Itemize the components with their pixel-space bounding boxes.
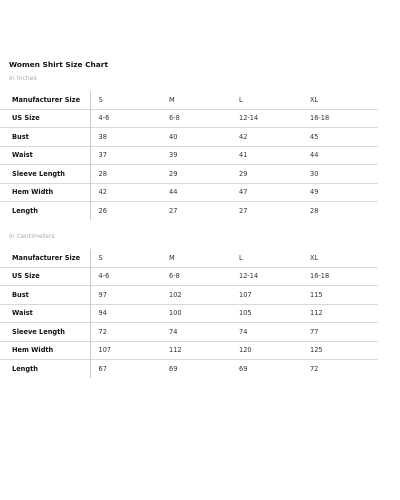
table-cell: M: [161, 91, 231, 109]
table-cell: 69: [169, 364, 178, 373]
row-header: Sleeve Length: [0, 323, 90, 342]
row-header: Length: [0, 360, 90, 378]
table-cell: 125: [302, 341, 378, 360]
table-cell: 105: [231, 304, 302, 323]
table-row-bust: [0, 286, 378, 305]
table-row-hem-width: [0, 183, 378, 202]
table-row-manufacturer-size: [0, 91, 378, 109]
table-cell: 26: [98, 206, 107, 215]
table-cell: 115: [302, 286, 378, 305]
table-cell: 39: [161, 146, 231, 165]
table-cell: 120: [231, 341, 302, 360]
table-cell: 4-6: [90, 267, 161, 286]
table-cell: 30: [302, 165, 378, 184]
table-cell: 107: [231, 286, 302, 305]
table-row-bust: [0, 128, 378, 147]
section-label-inches: In Inches: [9, 75, 37, 82]
table-cell: XL: [302, 91, 378, 109]
table-cell: L: [231, 249, 302, 267]
size-table-centimeters: [0, 249, 378, 378]
table-cell: 102: [161, 286, 231, 305]
table-cell: 27: [169, 206, 178, 215]
table-cell: 38: [90, 128, 161, 147]
table-cell: 44: [161, 183, 231, 202]
row-header: Manufacturer Size: [0, 249, 90, 267]
row-header: Bust: [0, 128, 90, 147]
table-cell: 72: [90, 323, 161, 342]
table-cell: 44: [302, 146, 378, 165]
row-header: Bust: [0, 286, 90, 305]
size-table-inches: [0, 91, 378, 220]
table-row-manufacturer-size: [0, 249, 378, 267]
row-header: Length: [0, 202, 90, 220]
table-cell: 112: [302, 304, 378, 323]
table-cell: 74: [161, 323, 231, 342]
table-cell: M: [161, 249, 231, 267]
table-cell: 12-14: [231, 267, 302, 286]
section-label-centimeters: In Centimeters: [9, 233, 55, 240]
row-header: Hem Width: [0, 341, 90, 360]
table-cell: 28: [90, 165, 161, 184]
page-title: Women Shirt Size Chart: [9, 60, 108, 69]
table-row-us-size: [0, 267, 378, 286]
table-cell: 69: [239, 364, 248, 373]
table-row-sleeve-length: [0, 165, 378, 184]
table-cell: 47: [231, 183, 302, 202]
table-cell: 37: [90, 146, 161, 165]
table-cell: 67: [98, 364, 107, 373]
table-row-waist: [0, 304, 378, 323]
table-row-hem-width: [0, 341, 378, 360]
row-header: Hem Width: [0, 183, 90, 202]
table-cell: 107: [90, 341, 161, 360]
table-cell: 97: [90, 286, 161, 305]
row-header: Waist: [0, 146, 90, 165]
table-cell: 6-8: [161, 267, 231, 286]
table-cell: 45: [302, 128, 378, 147]
table-cell: 29: [161, 165, 231, 184]
table-row-length: [0, 202, 378, 220]
table-cell: 74: [231, 323, 302, 342]
row-header: US Size: [0, 267, 90, 286]
table-cell: 42: [231, 128, 302, 147]
table-cell: 72: [310, 364, 319, 373]
table-row-us-size: [0, 109, 378, 128]
table-cell: 4-6: [90, 109, 161, 128]
row-header: Sleeve Length: [0, 165, 90, 184]
table-row-length: [0, 360, 378, 378]
table-cell: 112: [161, 341, 231, 360]
table-cell: 77: [302, 323, 378, 342]
table-cell: 16-18: [302, 109, 378, 128]
table-cell: 16-18: [302, 267, 378, 286]
table-cell: 49: [302, 183, 378, 202]
table-cell: 41: [231, 146, 302, 165]
row-header: Manufacturer Size: [0, 91, 90, 109]
table-row-sleeve-length: [0, 323, 378, 342]
table-cell: 29: [231, 165, 302, 184]
table-cell: 27: [239, 206, 248, 215]
table-cell: S: [90, 249, 161, 267]
row-header: US Size: [0, 109, 90, 128]
table-cell: 28: [310, 206, 319, 215]
table-cell: 6-8: [161, 109, 231, 128]
table-cell: 94: [90, 304, 161, 323]
table-cell: XL: [302, 249, 378, 267]
row-header: Waist: [0, 304, 90, 323]
table-cell: 42: [90, 183, 161, 202]
table-cell: 100: [161, 304, 231, 323]
table-row-waist: [0, 146, 378, 165]
table-cell: 12-14: [231, 109, 302, 128]
table-cell: 40: [161, 128, 231, 147]
table-cell: S: [90, 91, 161, 109]
table-cell: L: [231, 91, 302, 109]
